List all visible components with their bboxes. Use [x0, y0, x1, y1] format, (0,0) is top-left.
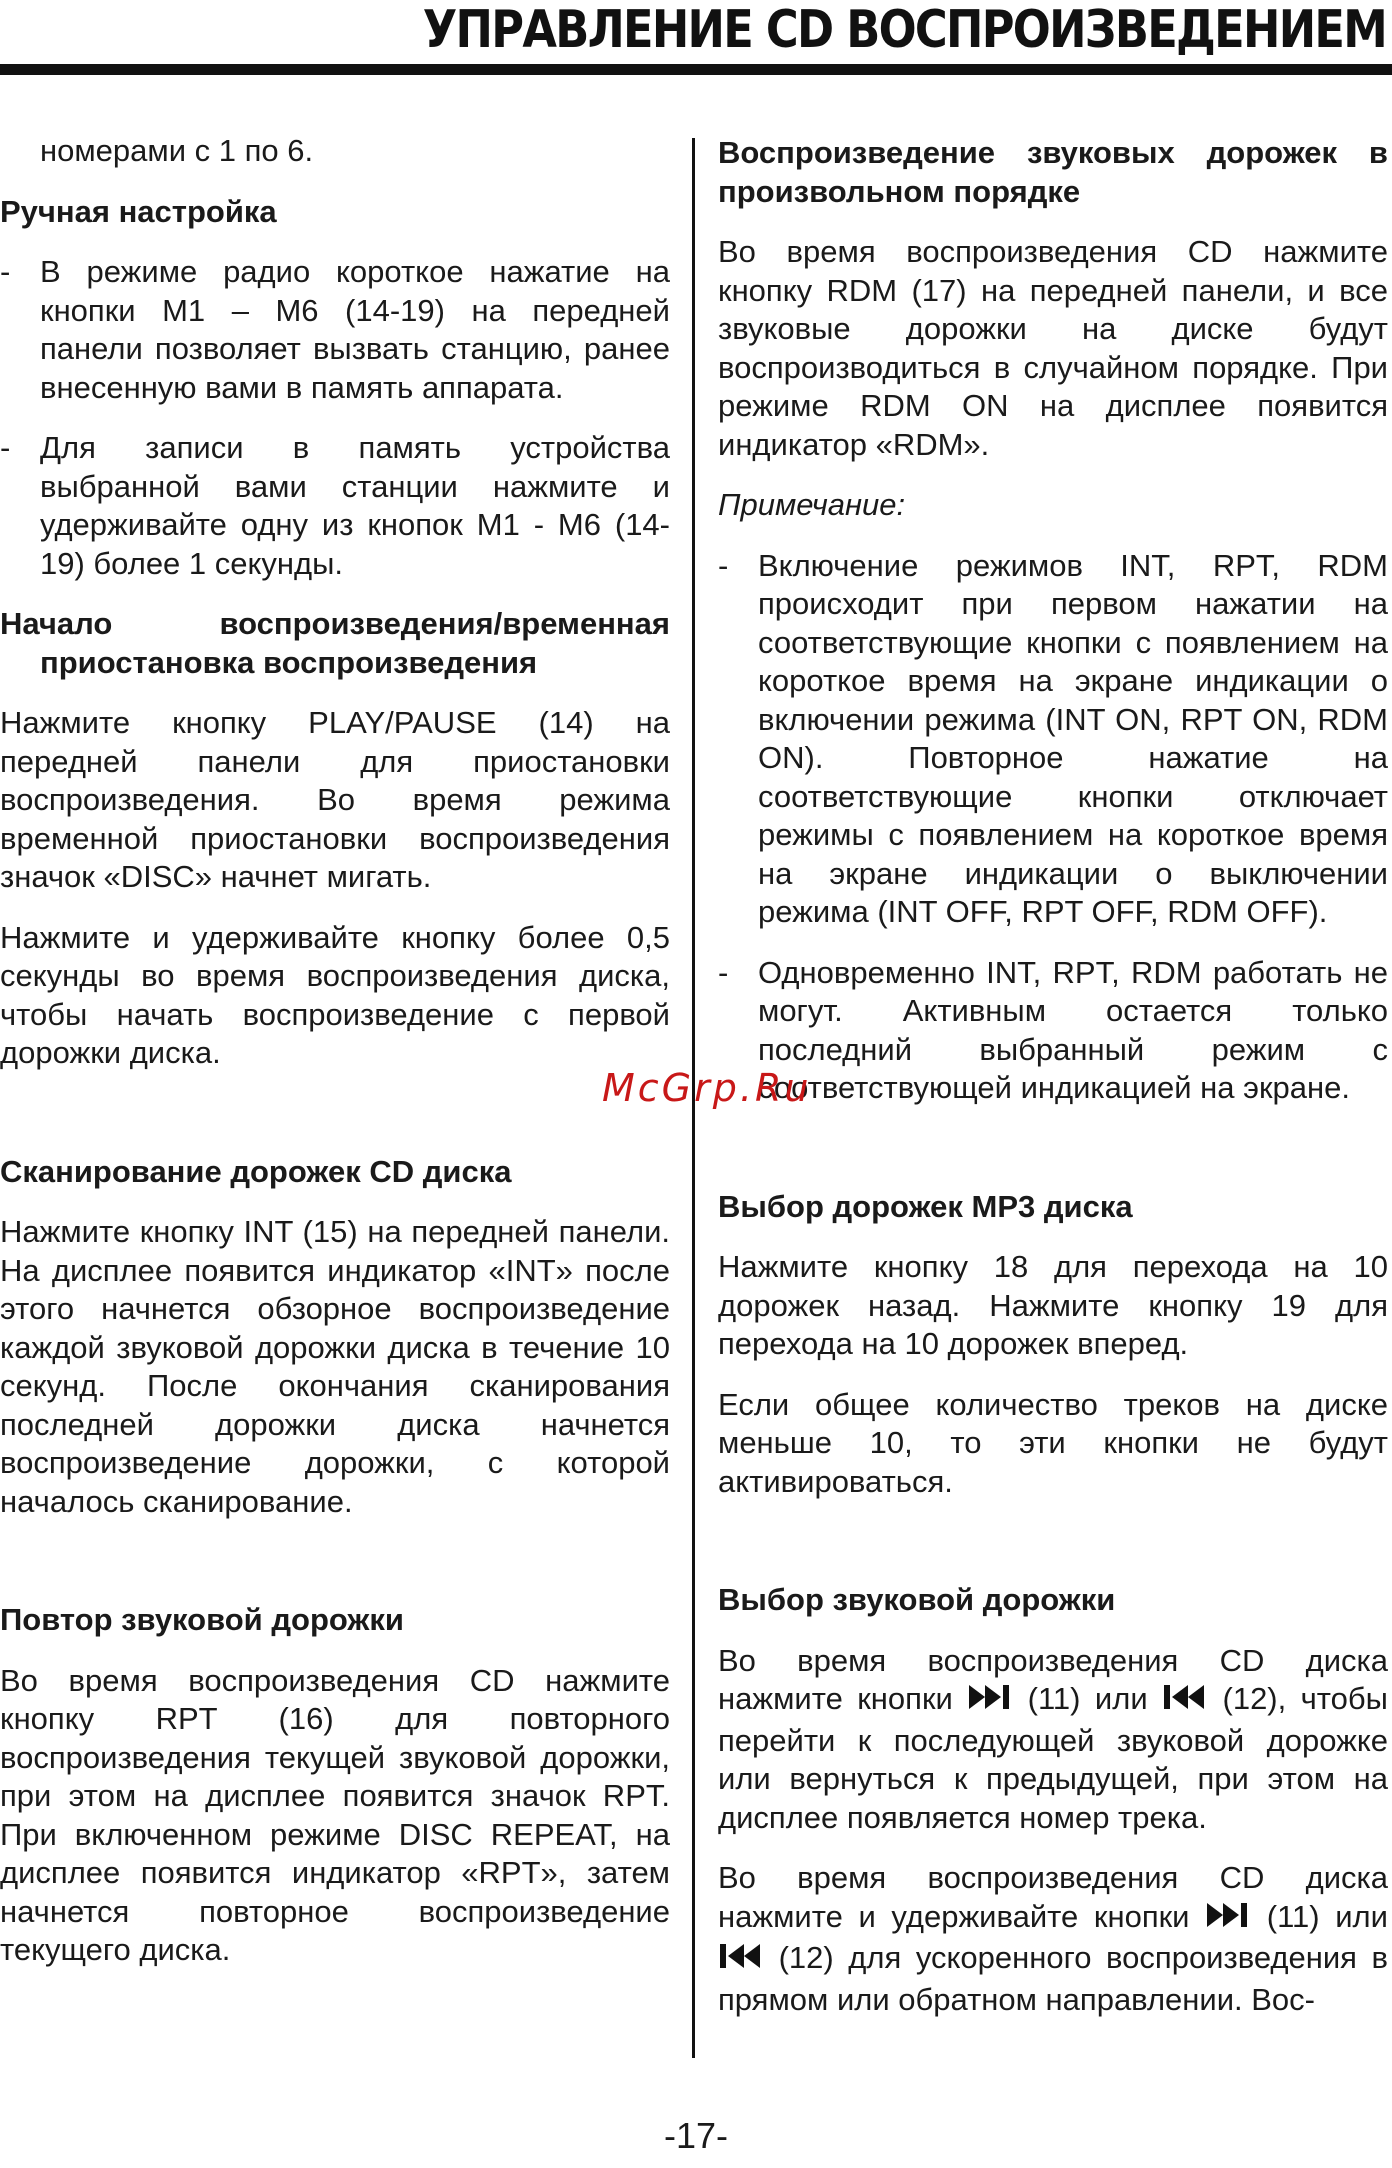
skip-next-icon: [967, 1682, 1013, 1722]
watermark: McGrp.Ru: [602, 1066, 812, 1110]
page-number: -17-: [663, 2115, 729, 2156]
paragraph: Нажмите кнопку 18 для перехода на 10 дорожек назад. Нажмите кнопку 19 для перехода на 10 дорожек вперед.: [718, 1249, 1388, 1361]
bullet-text: Включение режимов INT, RPT, RDM происходит при первом нажатии на соответствующие кнопки с появлением на короткое время на экране индикации о включении режима (INT ON, RPT ON, RDM ON). Повторное нажатие на соответствующие кнопки отключает режимы с появлением на короткое время на экране индикации о выключении режима (INT OFF, RPT OFF, RDM OFF).: [758, 547, 1388, 929]
section-heading-track-select: Выбор звуковой дорожки: [718, 1582, 1116, 1617]
text-run: Во время воспроизведения CD диска нажмите кнопки: [718, 1642, 1388, 1716]
section-heading-repeat: Повтор звуковой дорожки: [0, 1602, 404, 1637]
skip-previous-icon: [1162, 1682, 1208, 1722]
page-title: УПРАВЛЕНИЕ CD ВОСПРОИЗВЕДЕНИЕМ: [422, 0, 1386, 60]
bullet-text: В режиме радио короткое нажатие на кнопки M1 – M6 (14-19) на передней панели позволяет вызвать станцию, ранее внесенную вами в память аппарата.: [40, 254, 670, 405]
paragraph: [718, 1642, 1388, 1838]
paragraph: Во время воспроизведения CD нажмите кнопку RPT (16) для повторного воспроизведения текущей звуковой дорожки, при этом на дисплее появится значок RPT. При включенном режиме DISC REPEAT, на дисплее появится индикатор «RPT», затем начнется повторное воспроизведение текущего диска.: [0, 1662, 670, 1967]
paragraph: [718, 1859, 1388, 2019]
bullet-text: Для записи в память устройства выбранной вами станции нажмите и удерживайте одну из кнопок M1 - M6 (14-19) более 1 секунды.: [40, 430, 670, 581]
right-column: [718, 134, 1388, 2041]
section-heading-manual-tuning: Ручная настройка: [0, 193, 277, 229]
skip-previous-icon: [718, 1941, 764, 1981]
paragraph: Нажмите и удерживайте кнопку более 0,5 секунды во время воспроизведения диска, чтобы начать воспроизведение с первой дорожки диска.: [0, 919, 670, 1070]
section-heading-play-pause: Начало воспроизведения/временная приостановка воспроизведения: [0, 606, 670, 680]
section-heading-random: Воспроизведение звуковых дорожек в произвольном порядке: [718, 135, 1388, 209]
note-label: Примечание:: [718, 487, 906, 522]
bullet-text: Одновременно INT, RPT, RDM работать не могут. Активным остается только последний выбранный режим с соответствующей индикацией на экране.: [758, 954, 1388, 1105]
text-run: (12) для ускоренного воспроизведения в прямом или обратном направлении. Вос-: [718, 1940, 1388, 2017]
list-item: - Включение режимов INT, RPT, RDM происходит при первом нажатии на соответствующие кнопки с появлением на короткое время на экране индикации о включении режима (INT ON, RPT ON, RDM ON). Повторное нажатие на соответствующие кнопки отключает режимы с появлением на короткое время на экране индикации о выключении режима (INT OFF, RPT OFF, RDM OFF).: [718, 547, 1388, 929]
text-run: (11) или: [1027, 1681, 1148, 1716]
list-item: - В режиме радио короткое нажатие на кнопки M1 – M6 (14-19) на передней панели позволяет вызвать станцию, ранее внесенную вами в память аппарата.: [0, 254, 670, 405]
paragraph: Нажмите кнопку INT (15) на передней панели. На дисплее появится индикатор «INT» после этого начнется обзорное воспроизведение каждой звуковой дорожки диска в течение 10 секунд. После окончания сканирования последней дорожки диска начнется воспроизведение дорожки, с которой началось сканирование.: [0, 1214, 670, 1519]
paragraph: Нажмите кнопку PLAY/PAUSE (14) на передней панели для приостановки воспроизведения. Во время режима временной приостановки воспроизведения значок «DISC» начнет мигать.: [0, 705, 670, 894]
continued-text: номерами с 1 по 6.: [40, 133, 314, 168]
paragraph: Во время воспроизведения CD нажмите кнопку RDM (17) на передней панели, и все звуковые дорожки на диске будут воспроизводиться в случайном порядке. При режиме RDM ON на дисплее появится индикатор «RDM».: [718, 234, 1388, 462]
text-run: Во время воспроизведения CD диска нажмите и удерживайте кнопки: [718, 1860, 1388, 1934]
text-run: (11) или: [1266, 1898, 1388, 1934]
section-heading-scan: Сканирование дорожек CD диска: [0, 1153, 512, 1189]
paragraph: Если общее количество треков на диске меньше 10, то эти кнопки не будут активироваться.: [718, 1386, 1388, 1499]
skip-next-icon: [1205, 1900, 1251, 1940]
left-column: [0, 132, 670, 1992]
title-rule: [0, 64, 1392, 75]
section-heading-mp3: Выбор дорожек MP3 диска: [718, 1188, 1133, 1224]
list-item: - Для записи в память устройства выбранной вами станции нажмите и удерживайте одну из кнопок M1 - M6 (14-19) более 1 секунды.: [0, 430, 670, 581]
list-item: - Одновременно INT, RPT, RDM работать не могут. Активным остается только последний выбранный режим с соответствующей индикацией на экране.: [718, 954, 1388, 1105]
text-run: (12), чтобы перейти к последующей звуковой дорожке или вернуться к предыдущей, при этом на дисплее появляется номер трека.: [718, 1681, 1388, 1835]
